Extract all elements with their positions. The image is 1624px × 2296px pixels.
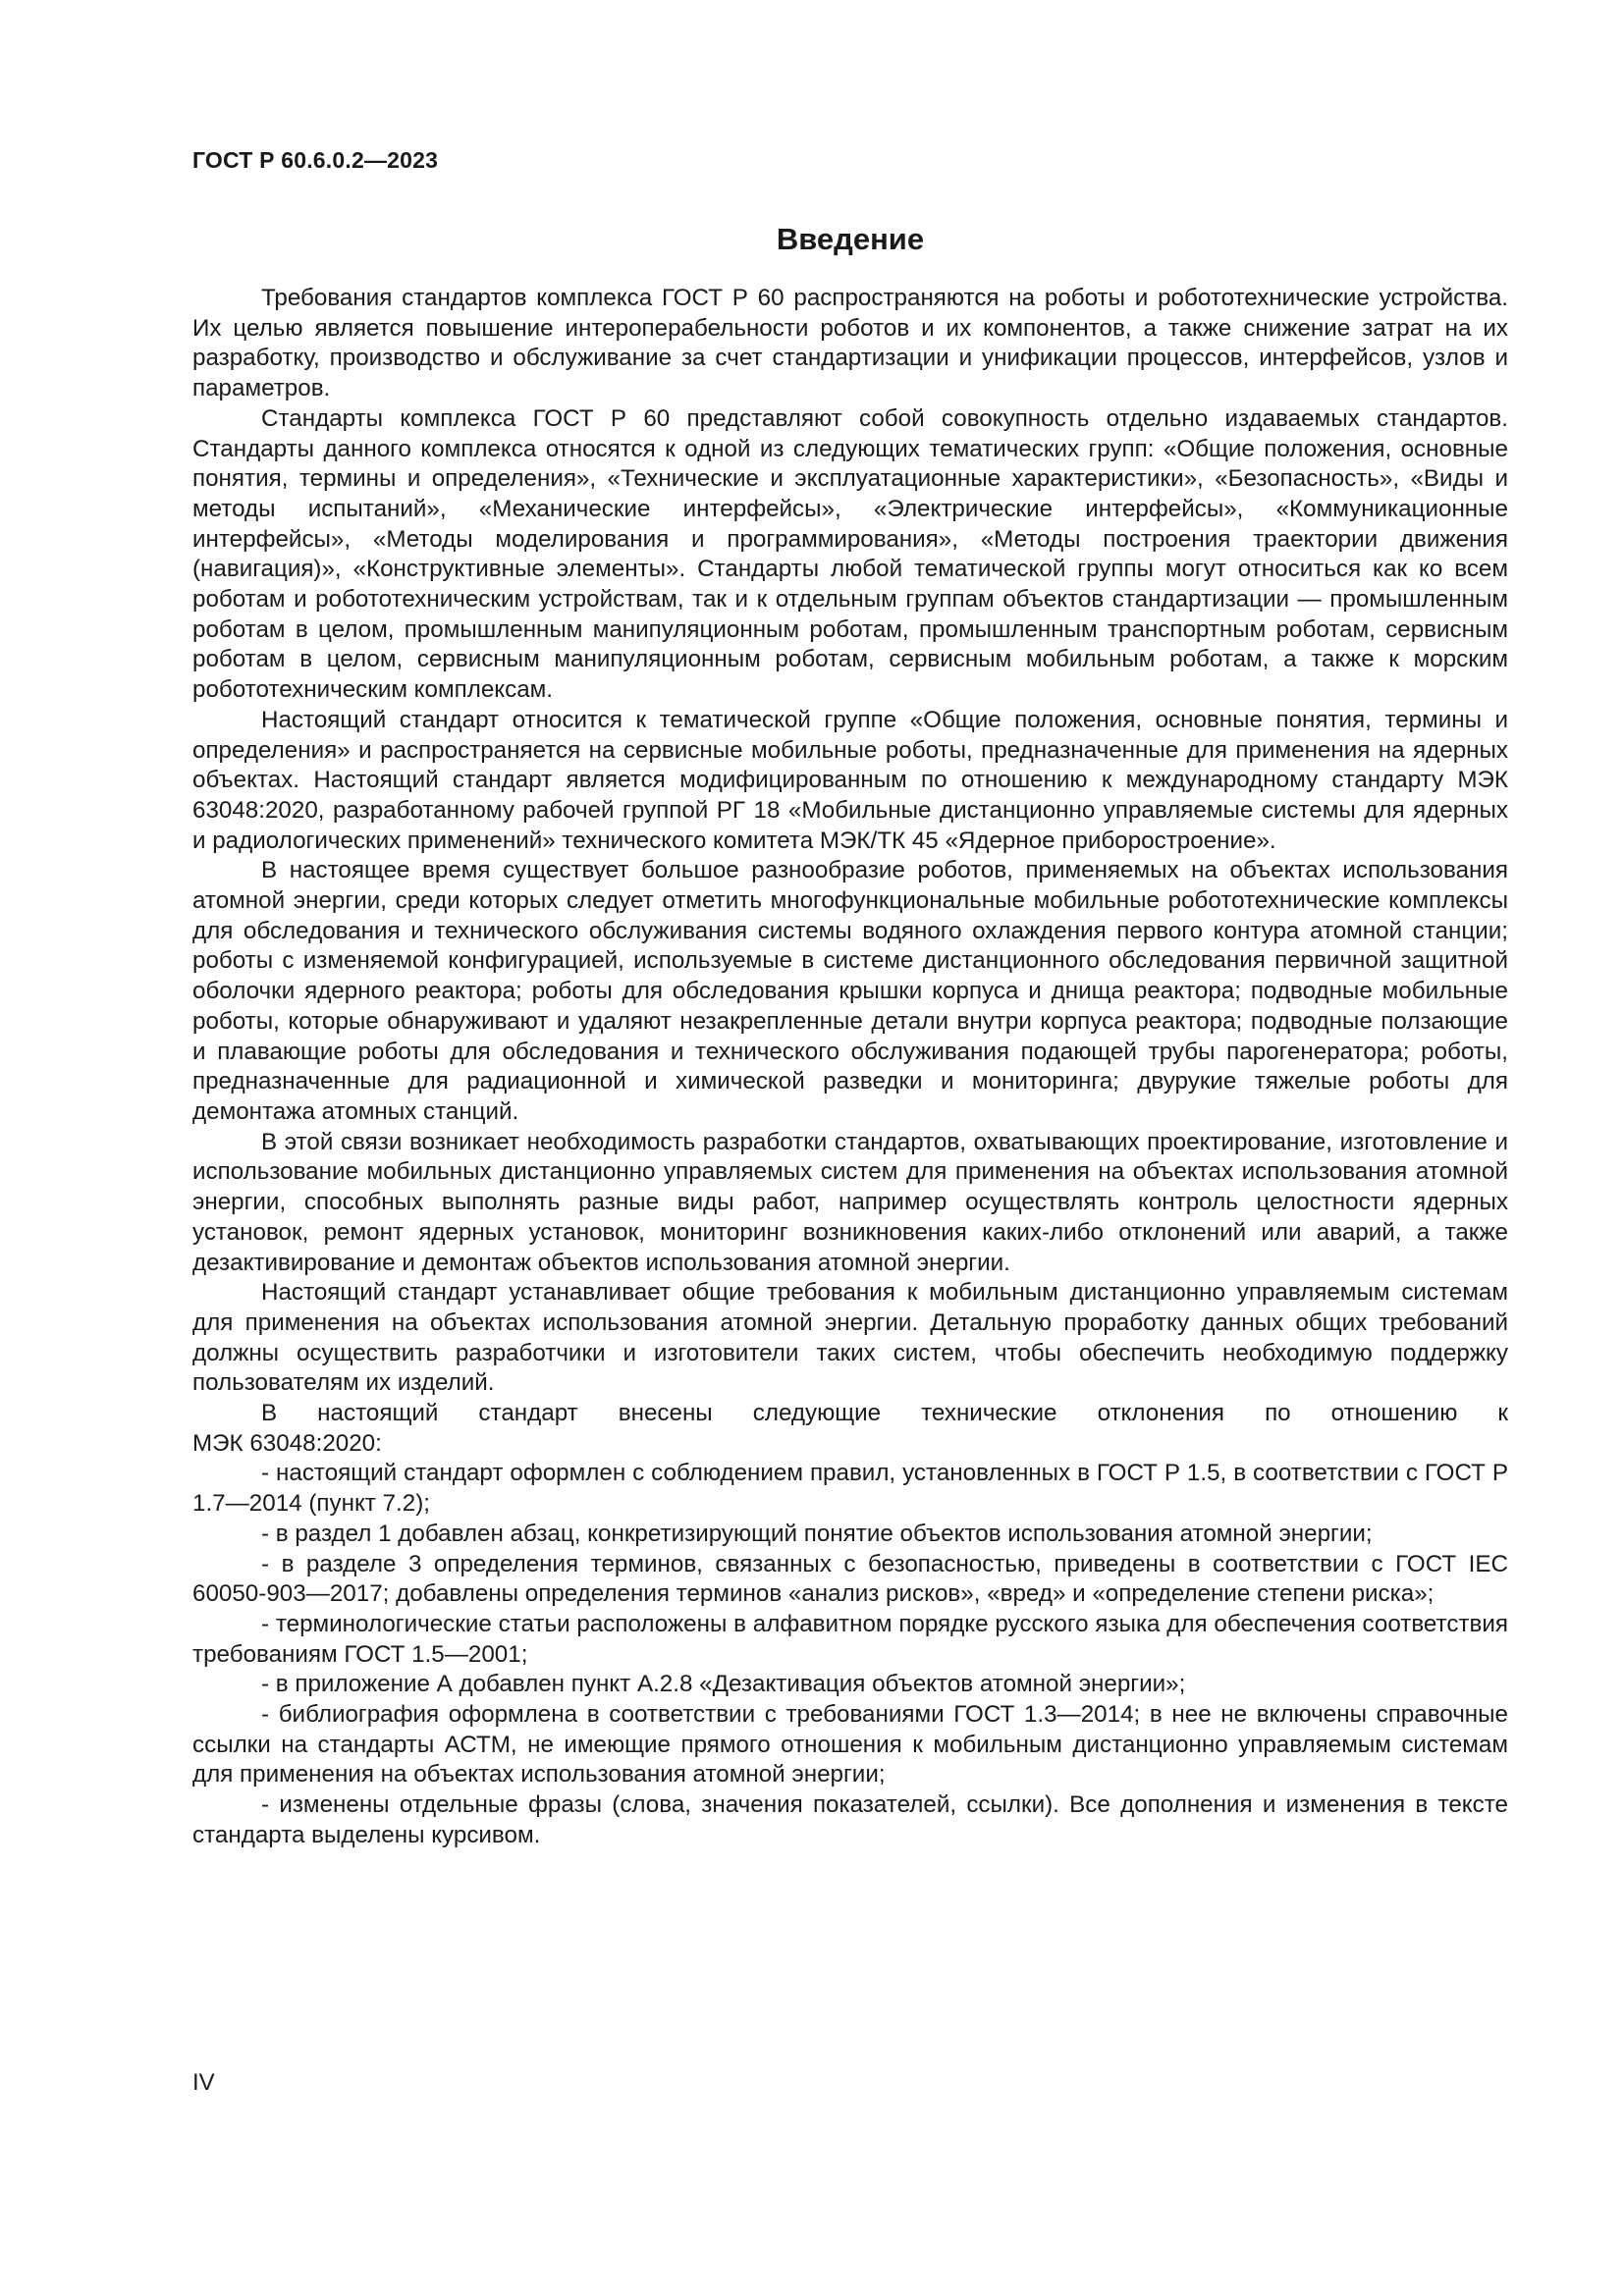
paragraph-6: Настоящий стандарт устанавливает общие требования к мобильным дистанционно управляемым системам для применения на объектах использования атомной энергии. Детальную проработку данных общих требований должны осуществить разработчики и изготовители таких систем, чтобы обеспечить необходимую поддержку пользователям их изделий. (192, 1279, 1508, 1397)
paragraph-3: Настоящий стандарт относится к тематической группе «Общие положения, основные понятия, термины и определения» и распространяется на сервисные мобильные роботы, предназначенные для применения на ядерных объектах. Настоящий стандарт является модифицированным по отношению к международному стандарту МЭК 63048:2020, разработанному рабочей группой РГ 18 «Мобильные дистанционно управляемые системы для ядерных и радиологических применений» технического комитета МЭК/ТК 45 «Ядерное приборостроение». (192, 706, 1508, 854)
paragraph-4: В настоящее время существует большое разнообразие роботов, применяемых на объектах использования атомной энергии, среди которых следует отметить многофункциональные мобильные робототехнические комплексы для обследования и технического обслуживания системы водяного охлаждения первого контура атомной станции; роботы с изменяемой конфигурацией, используемые в системе дистанционного обследования первичной защитной оболочки ядерного реактора; роботы для обследования крышки корпуса и днища реактора; подводные мобильные роботы, которые обнаруживают и удаляют незакрепленные детали внутри корпуса реактора; подводные ползающие и плавающие роботы для обследования и технического обслуживания подающей трубы парогенератора; роботы, предназначенные для радиационной и химической разведки и мониторинга; двурукие тяжелые роботы для демонтажа атомных станций. (192, 857, 1508, 1125)
deviation-item-2: - в раздел 1 добавлен абзац, конкретизирующий понятие объектов использования атомной энергии; (261, 1520, 1373, 1547)
paragraph-2: Стандарты комплекса ГОСТ Р 60 представляют собой совокупность отдельно издаваемых стандартов. Стандарты данного комплекса относятся к одной из следующих тематических групп: «Общие положения, основные понятия, термины и определения», «Технические и эксплуатационные характеристики», «Безопасность», «Виды и методы испытаний», «Механические интерфейсы», «Электрические интерфейсы», «Коммуникационные интерфейсы», «Методы моделирования и программирования», «Методы построения траектории движения (навигация)», «Конструктивные элементы». Стандарты любой тематической группы могут относиться как ко всем роботам и робототехническим устройствам, так и к отдельным группам объектов стандартизации — промышленным роботам в целом, промышленным манипуляционным роботам, промышленным транспортным роботам, сервисным роботам в целом, сервисным манипуляционным роботам, сервисным мобильным роботам, а также к морским робототехническим комплексам. (192, 404, 1508, 704)
document-code-header: ГОСТ Р 60.6.0.2—2023 (192, 147, 439, 173)
deviation-item-6: - библиография оформлена в соответствии с требованиями ГОСТ 1.3—2014; в нее не включены справочные ссылки на стандарты АСТМ, не имеющие прямого отношения к мобильным дистанционно управляемым системам для применения на объектах использования атомной энергии; (192, 1701, 1508, 1789)
deviation-item-7: - изменены отдельные фразы (слова, значения показателей, ссылки). Все дополнения и изменения в тексте стандарта выделены курсивом. (192, 1791, 1508, 1848)
introduction-body (192, 284, 1508, 1851)
page-number: IV (192, 2069, 215, 2096)
deviation-item-4: - терминологические статьи расположены в алфавитном порядке русского языка для обеспечения соответствия требованиям ГОСТ 1.5—2001; (192, 1610, 1508, 1668)
deviation-item-5: - в приложение А добавлен пункт А.2.8 «Дезактивация объектов атомной энергии»; (261, 1671, 1186, 1698)
paragraph-1: Требования стандартов комплекса ГОСТ Р 60 распространяются на роботы и робототехнические устройства. Их целью является повышение интероперабельности роботов и их компонентов, а также снижение затрат на их разработку, производство и обслуживание за счет стандартизации и унификации процессов, интерфейсов, узлов и параметров. (192, 285, 1508, 402)
deviation-item-3: - в разделе 3 определения терминов, связанных с безопасностью, приведены в соответствии с ГОСТ IEC 60050-903—2017; добавлены определения терминов «анализ рисков», «вред» и «определение степени риска»; (192, 1550, 1508, 1608)
deviations-intro: В настоящий стандарт внесены следующие технические отклонения по отношению к (261, 1400, 1508, 1427)
deviation-item-1: - настоящий стандарт оформлен с соблюдением правил, установленных в ГОСТ Р 1.5, в соответствии с ГОСТ Р 1.7—2014 (пункт 7.2); (192, 1460, 1508, 1518)
deviations-intro-reference: МЭК 63048:2020: (192, 1429, 382, 1457)
section-title: Введение (776, 222, 925, 256)
paragraph-5: В этой связи возникает необходимость разработки стандартов, охватывающих проектирование, изготовление и использование мобильных дистанционно управляемых систем для применения на объектах использования атомной энергии, способных выполнять разные виды работ, например осуществлять контроль целостности ядерных установок, ремонт ядерных установок, мониторинг возникновения каких-либо отклонений или аварий, а также дезактивирование и демонтаж объектов использования атомной энергии. (192, 1128, 1508, 1276)
